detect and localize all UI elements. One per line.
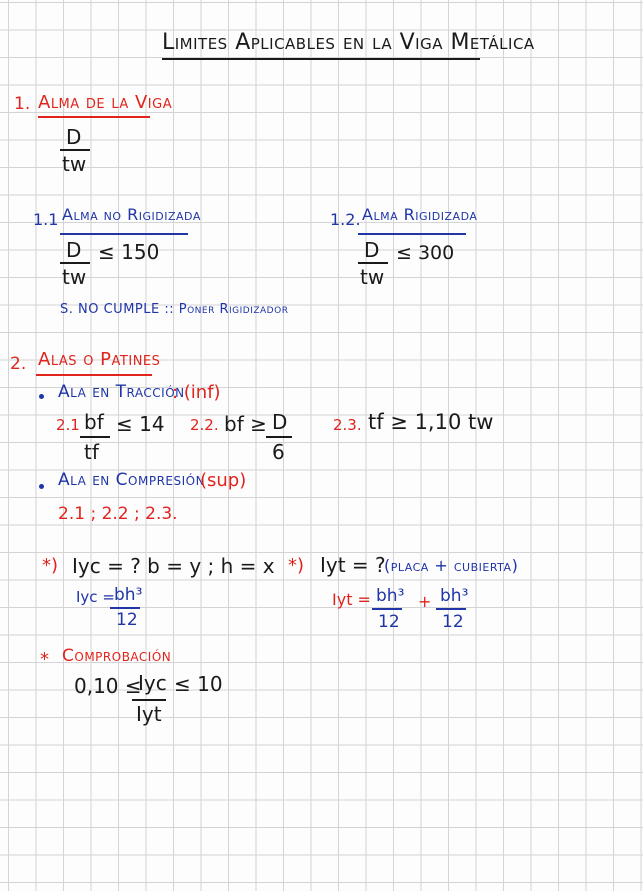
compresion-refs: 2.1 ; 2.2 ; 2.3. — [58, 504, 178, 524]
iyt-paren: (placa + cubierta) — [384, 556, 519, 575]
f21-numerator: bf — [84, 410, 104, 434]
comprobacion-star: * — [40, 649, 49, 670]
iyc-formula-lhs: Iyc = — [76, 588, 115, 606]
section-2-underline — [36, 374, 152, 376]
section-1-underline — [38, 116, 150, 118]
section-1-2-number: 1.2. — [330, 210, 361, 229]
iyt-f1-denominator: 12 — [378, 612, 400, 632]
ala-traccion-label: Ala en Tracción — [58, 382, 185, 402]
f21-limit: ≤ 14 — [116, 412, 165, 436]
f22-fraction-bar — [266, 436, 292, 438]
iyt-equation: Iyt = ? — [320, 553, 386, 577]
f22-number: 2.2. — [190, 416, 219, 434]
page-title: Limites Aplicables en la Viga Metálica — [162, 30, 535, 55]
s12-fraction-numerator: D — [364, 238, 380, 262]
iyt-formula-lhs: Iyt = — [332, 590, 371, 609]
iyt-f2-denominator: 12 — [442, 612, 464, 632]
s12-limit: ≤ 300 — [396, 242, 455, 264]
section-1-2-heading: Alma Rigidizada — [362, 205, 478, 224]
s12-fraction-bar — [358, 262, 388, 264]
f21-denominator: tf — [84, 440, 99, 464]
s11-limit: ≤ 150 — [98, 240, 160, 264]
s12-fraction-denominator: tw — [360, 265, 385, 289]
bullet-traccion — [39, 394, 44, 399]
s1-fraction-numerator: D — [66, 125, 82, 149]
iyt-f1-fraction-bar — [372, 608, 402, 610]
iyt-f1-numerator: bh³ — [376, 586, 405, 606]
title-underline — [162, 58, 480, 60]
s11-fraction-bar — [60, 262, 90, 264]
s1-fraction-denominator: tw — [62, 152, 87, 176]
comp-denominator: Iyt — [136, 702, 162, 726]
f21-fraction-bar — [80, 436, 110, 438]
iyt-plus: + — [418, 592, 432, 611]
ala-compresion-tag: (sup) — [200, 470, 247, 491]
section-1-1-heading: Alma no Rigidizada — [62, 205, 201, 224]
iyc-formula-numerator: bh³ — [114, 585, 143, 605]
section-1-heading: Alma de la Viga — [38, 92, 173, 113]
f22-denominator: 6 — [272, 440, 285, 464]
ala-traccion-tag: : (inf) — [172, 382, 221, 403]
f22-numerator: D — [272, 410, 288, 434]
s11-fraction-denominator: tw — [62, 265, 87, 289]
comp-fraction-bar — [132, 699, 166, 701]
f23-number: 2.3. — [333, 416, 362, 434]
ala-compresion-label: Ala en Compresión — [58, 470, 206, 490]
section-1-1-number: 1.1 — [33, 210, 59, 229]
comp-numerator: Iyc — [138, 671, 167, 695]
f23-expression: tf ≥ 1,10 tw — [368, 410, 494, 434]
iyt-f2-numerator: bh³ — [440, 586, 469, 606]
iyt-f2-fraction-bar — [436, 608, 466, 610]
iyc-star: *) — [42, 555, 59, 576]
s1-fraction-bar — [60, 149, 90, 151]
s11-fraction-numerator: D — [66, 238, 82, 262]
comp-lhs: 0,10 ≤ — [74, 674, 142, 698]
section-2-number: 2. — [10, 354, 27, 374]
bullet-compresion — [39, 484, 44, 489]
section-1-2-underline — [358, 233, 466, 235]
comp-rhs: ≤ 10 — [174, 672, 223, 696]
f22-lhs: bf ≥ — [224, 412, 267, 436]
iyc-formula-denominator: 12 — [116, 610, 138, 630]
section-2-heading: Alas o Patines — [38, 349, 161, 370]
s11-note: S. NO CUMPLE :: Poner Rigidizador — [60, 302, 289, 317]
section-1-number: 1. — [14, 94, 31, 114]
iyt-star: *) — [288, 555, 305, 576]
section-1-1-underline — [60, 233, 188, 235]
iyc-fraction-bar — [110, 607, 140, 609]
comprobacion-heading: Comprobación — [62, 646, 172, 666]
iyc-equation: Iyc = ? b = y ; h = x — [72, 554, 275, 578]
f21-number: 2.1 — [56, 416, 80, 434]
